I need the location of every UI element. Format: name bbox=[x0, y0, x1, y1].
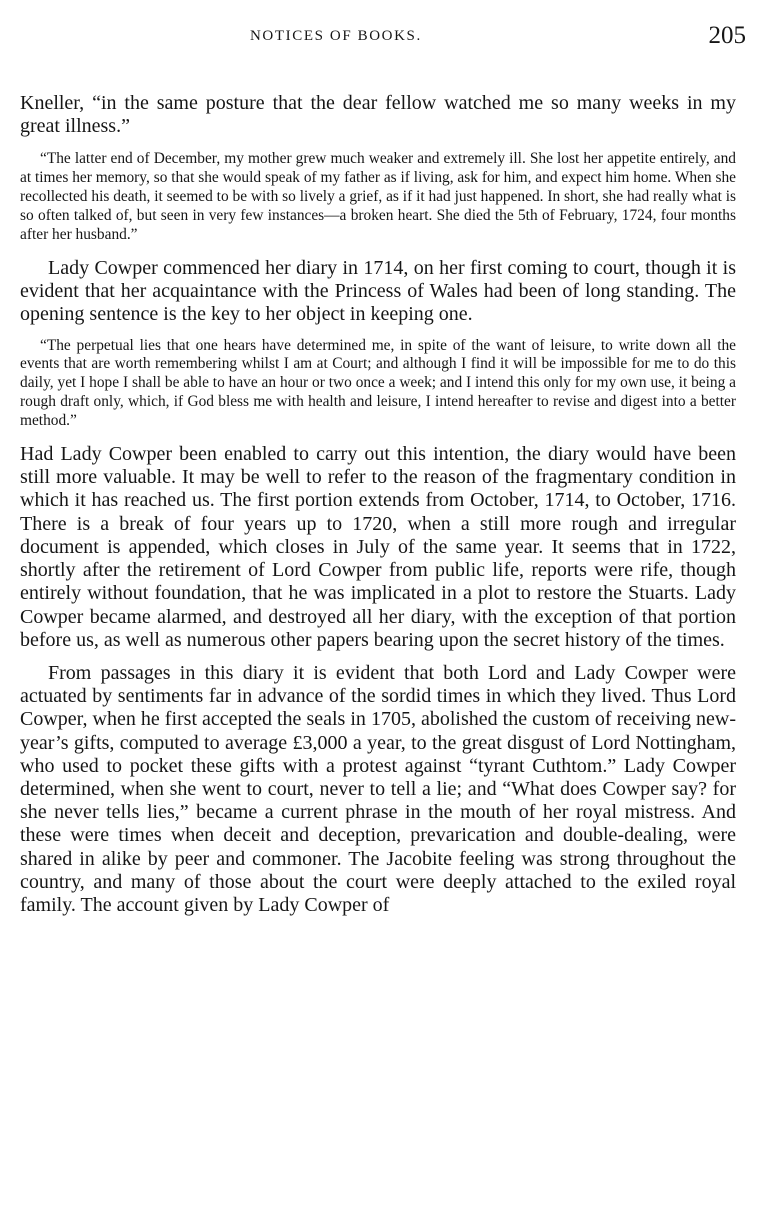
quote-mother-death: “The latter end of December, my mother grew much weaker and extremely ill. She lost her appetite entirely, and at times her memory, so that she would speak of my father as if living, ask for him, and expect him home. When she recollected his death, it seemed to be with so lively a grief, as if it had just happened. In short, she had really what is so often talked of, but seen in very few instances—a broken heart. She died the 5th of February, 1724, four months after her husband.” bbox=[20, 150, 736, 244]
paragraph-cowper-sentiments: From passages in this diary it is evident that both Lord and Lady Cowper were actuated by sentiments far in advance of the sordid times in which they lived. Thus Lord Cowper, when he first accepted the seals in 1705, abolished the custom of receiving new-year’s gifts, computed to average £3,000 a year, to the great disgust of Lord Nottingham, who used to pocket these gifts with a protest against “tyrant Cuthtom.” Lady Cowper determined, when she went to court, never to tell a lie; and “What does Cowper say? for she never tells lies,” became a current phrase in the mouth of her royal mistress. And these were times when deceit and deception, prevarication and double-dealing, were shared in alike by peer and commoner. The Jacobite feeling was strong throughout the country, and many of those about the court were deeply attached to the exiled royal family. The account given by Lady Cowper of bbox=[20, 661, 736, 916]
paragraph-diary-start: Lady Cowper commenced her diary in 1714, on her first coming to court, though it is evident that her acquaintance with the Princess of Wales had been of long standing. The opening sentence is the key to her object in keeping one. bbox=[20, 256, 736, 326]
paragraph-kneller: Kneller, “in the same posture that the dear fellow watched me so many weeks in my great illness.” bbox=[20, 92, 736, 138]
running-head: NOTICES OF BOOKS. bbox=[250, 28, 422, 44]
page-number: 205 bbox=[708, 22, 746, 49]
paragraph-fragmentary-diary: Had Lady Cowper been enabled to carry out this intention, the diary would have been still more valuable. It may be well to refer to the reason of the fragmentary condition in which it has reached us. The first portion extends from October, 1714, to October, 1716. There is a break of four years up to 1720, when a still more rough and irregular document is appended, which closes in July of the same year. It seems that in 1722, shortly after the retirement of Lord Cowper from public life, reports were rife, though entirely without foundation, that he was implicated in a plot to restore the Stuarts. Lady Cowper became alarmed, and destroyed all her diary, with the exception of that portion before us, as well as numerous other papers bearing upon the secret history of the times. bbox=[20, 443, 736, 651]
page-header bbox=[20, 22, 746, 56]
quote-diary-opening: “The perpetual lies that one hears have determined me, in spite of the want of leisure, to write down all the events that are worth remembering whilst I am at Court; and although I find it will be impossible for me to do this daily, yet I hope I shall be able to have an hour or two once a week; and I intend this only for my own use, it being a rough draft only, which, if God bless me with health and leisure, I intend hereafter to revise and digest into a better method.” bbox=[20, 336, 736, 430]
